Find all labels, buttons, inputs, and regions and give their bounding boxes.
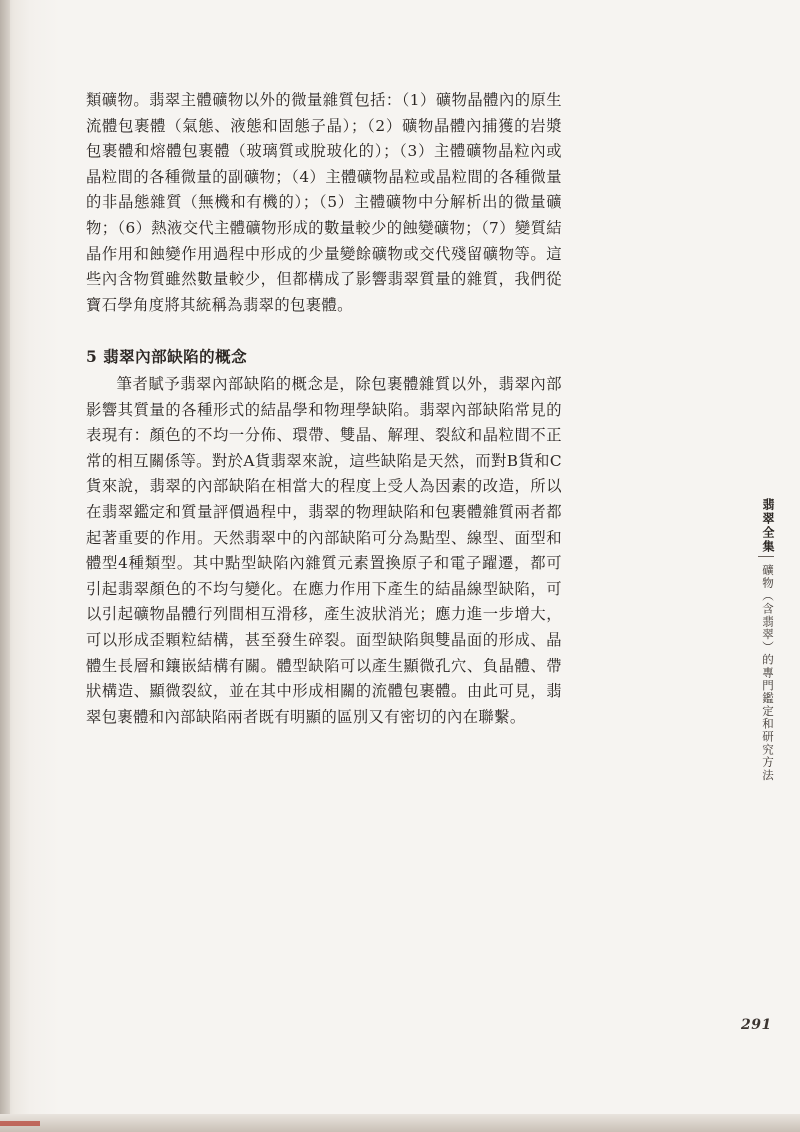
- page-bottom-edge: [0, 1114, 800, 1132]
- page-number: 291: [741, 1017, 772, 1033]
- page-binding-edge: [0, 0, 10, 1132]
- section-heading: 5 翡翠內部缺陷的概念: [86, 347, 248, 366]
- body-paragraph-2: 筆者賦予翡翠內部缺陷的概念是，除包裹體雜質以外，翡翠內部影響其質量的各種形式的結晶學和物理學缺陷。翡翠內部缺陷常見的表現有：顏色的不均一分佈、環帶、雙晶、解理、裂紋和晶粒間不正常的相互關係等。對於A貨翡翠來說，這些缺陷是天然，而對B貨和C貨來說，翡翠的內部缺陷在相當大的程度上受人為因素的改造，所以在翡翠鑑定和質量評價過程中，翡翠的物理缺陷和包裹體雜質兩者都起著重要的作用。天然翡翠中的內部缺陷可分為點型、線型、面型和體型4種類型。其中點型缺陷內雜質元素置換原子和電子躍遷，都可引起翡翠顏色的不均勻變化。在應力作用下產生的結晶線型缺陷，可以引起礦物晶體行列間相互滑移，產生波狀消光；應力進一步增大，可以形成歪顆粒結構，甚至發生碎裂。面型缺陷與雙晶面的形成、晶體生長層和鑲嵌結構有關。體型缺陷可以產生顯微孔穴、負晶體、帶狀構造、顯微裂紋，並在其中形成相關的流體包裹體。由此可見，翡翠包裹體和內部缺陷兩者既有明顯的區別又有密切的內在聯繫。: [86, 375, 562, 726]
- running-title-divider: [758, 556, 774, 557]
- body-paragraph-1: 類礦物。翡翠主體礦物以外的微量雜質包括：（1）礦物晶體內的原生流體包裹體（氣態、液態和固態子晶）；（2）礦物晶體內捕獲的岩漿包裹體和熔體包裹體（玻璃質或脫玻化的）；（3）主體礦物晶粒內或晶粒間的各種微量的副礦物；（4）主體礦物晶粒或晶粒間的各種微量的非晶態雜質（無機和有機的）；（5）主體礦物中分解析出的微量礦物；（6）熱液交代主體礦物形成的數量較少的蝕變礦物；（7）變質結晶作用和蝕變作用過程中形成的少量變餘礦物或交代殘留礦物等。這些內含物質雖然數量較少，但都構成了影響翡翠質量的雜質，我們從寶石學角度將其統稱為翡翠的包裹體。: [86, 91, 562, 314]
- cover-edge-mark: [0, 1121, 40, 1126]
- running-chapter-title: 礦物（含翡翠）的專門鑑定和研究方法: [761, 564, 775, 782]
- running-title: 翡翠全集: [761, 498, 775, 554]
